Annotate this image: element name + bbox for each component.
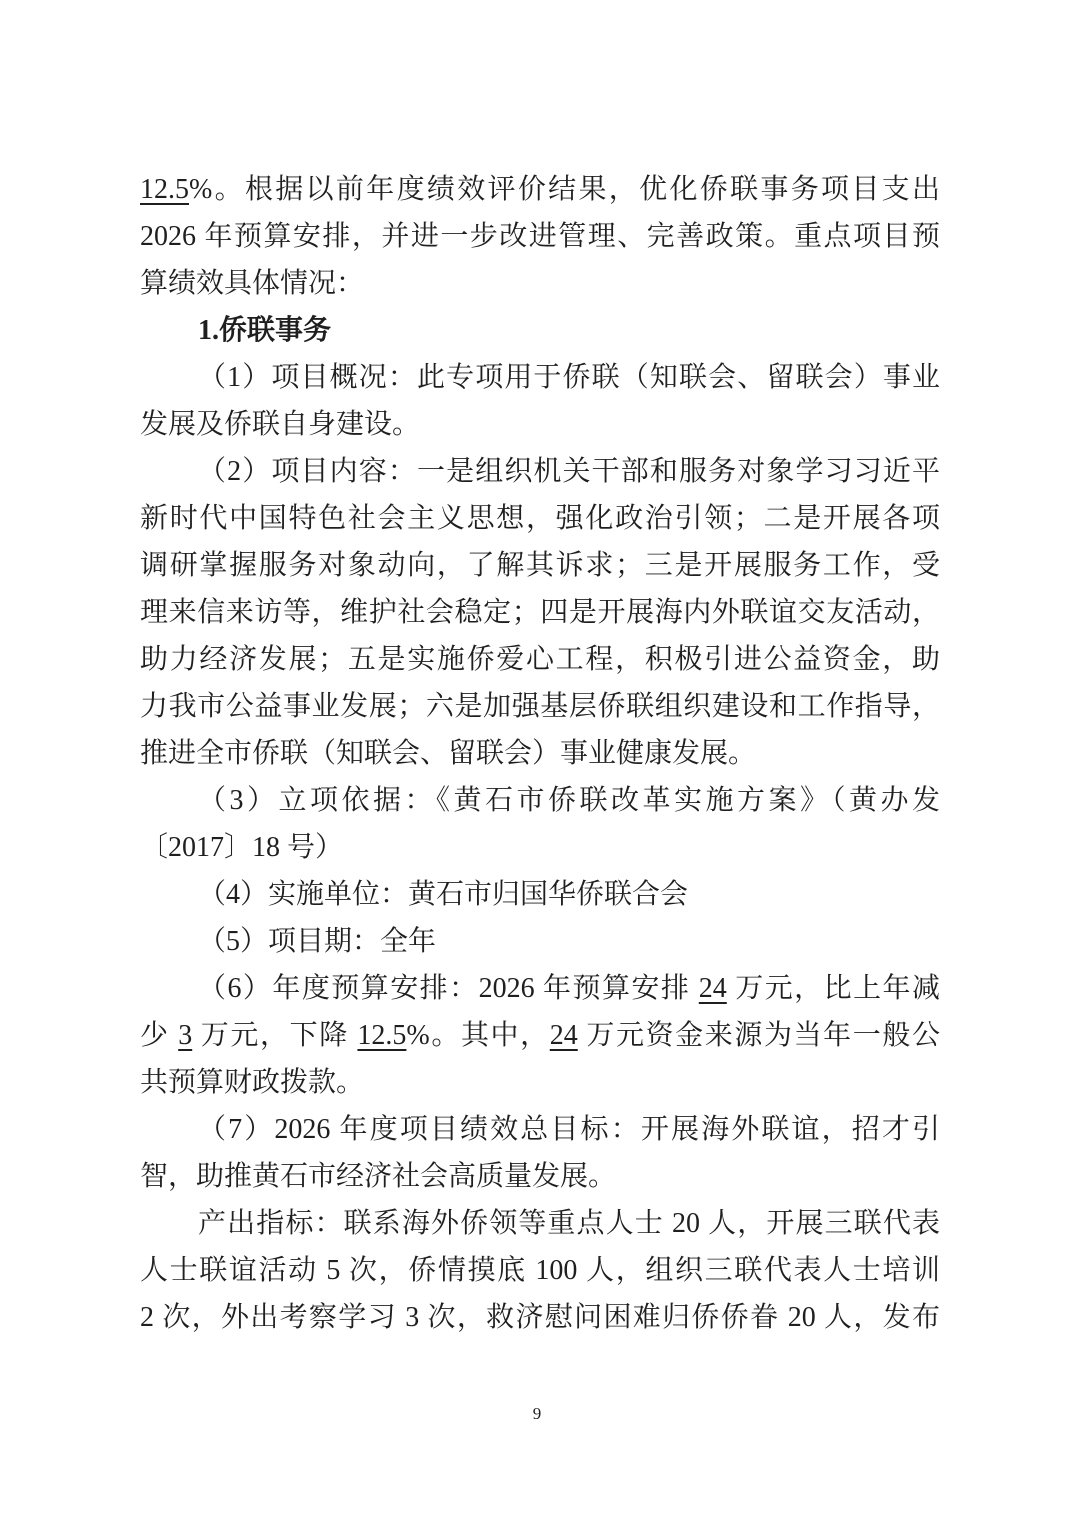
underlined-value: 24 — [698, 973, 727, 1004]
text-run: 2026 年预算安排，并进一步改进管理、完善政策。重点项目预 — [140, 221, 940, 252]
text-line — [140, 354, 940, 401]
text-run: 〔2017〕18 号） — [140, 832, 344, 863]
text-run: （1）项目概况：此专项用于侨联（知联会、留联会）事业 — [198, 362, 940, 393]
document-body — [140, 166, 940, 1341]
text-line — [140, 401, 940, 448]
text-line — [140, 213, 940, 260]
text-run: 推进全市侨联（知联会、留联会）事业健康发展。 — [140, 738, 757, 769]
text-line — [140, 1247, 940, 1294]
text-line — [140, 683, 940, 730]
text-run: （4）实施单位：黄石市归国华侨联合会 — [198, 879, 689, 910]
text-line — [140, 1059, 940, 1106]
text-line — [140, 965, 940, 1012]
text-line — [140, 260, 940, 307]
text-run: 1.侨联事务 — [198, 315, 332, 346]
underlined-value: 12.5 — [140, 174, 189, 205]
text-line — [140, 495, 940, 542]
underlined-value: 3 — [178, 1020, 193, 1051]
text-run: 理来信来访等，维护社会稳定；四是开展海内外联谊交友活动， — [140, 597, 940, 628]
text-line — [140, 1294, 940, 1341]
text-run: 力我市公益事业发展；六是加强基层侨联组织建设和工作指导， — [140, 691, 940, 722]
underlined-value: 24 — [549, 1020, 578, 1051]
text-run: 万元，下降 — [192, 1020, 358, 1051]
text-run: （6）年度预算安排：2026 年预算安排 — [198, 973, 699, 1004]
text-run: 万元，比上年减 — [726, 973, 940, 1004]
section-heading — [140, 307, 940, 354]
text-run: 发展及侨联自身建设。 — [140, 409, 421, 440]
text-line — [140, 166, 940, 213]
text-run: 新时代中国特色社会主义思想，强化政治引领；二是开展各项 — [140, 503, 940, 534]
text-line — [140, 730, 940, 777]
text-run: 万元资金来源为当年一般公 — [577, 1020, 940, 1051]
text-line — [140, 589, 940, 636]
text-run: （5）项目期：全年 — [198, 926, 437, 957]
underlined-value: 12.5 — [357, 1020, 407, 1051]
text-run: （3）立项依据：《黄石市侨联改革实施方案》（黄办发 — [198, 785, 940, 816]
text-line — [140, 824, 940, 871]
text-run: 共预算财政拨款。 — [140, 1067, 365, 1098]
text-run: 智，助推黄石市经济社会高质量发展。 — [140, 1161, 617, 1192]
text-line — [140, 1153, 940, 1200]
text-line — [140, 777, 940, 824]
text-line — [140, 636, 940, 683]
text-run: 2 次，外出考察学习 3 次，救济慰问困难归侨侨眷 20 人，发布 — [140, 1302, 940, 1333]
text-run: （2）项目内容：一是组织机关干部和服务对象学习习近平 — [198, 456, 940, 487]
text-run: %。根据以前年度绩效评价结果，优化侨联事务项目支出 — [189, 174, 940, 205]
text-line — [140, 1200, 940, 1247]
text-line — [140, 542, 940, 589]
text-run: 调研掌握服务对象动向，了解其诉求；三是开展服务工作，受 — [140, 550, 940, 581]
text-run: 少 — [140, 1020, 179, 1051]
text-line — [140, 1012, 940, 1059]
text-run: （7）2026 年度项目绩效总目标：开展海外联谊，招才引 — [198, 1114, 940, 1145]
text-line — [140, 918, 940, 965]
text-run: 助力经济发展；五是实施侨爱心工程，积极引进公益资金，助 — [140, 644, 940, 675]
page-number: 9 — [532, 1404, 542, 1423]
text-run: 算绩效具体情况： — [140, 268, 365, 299]
text-run: 产出指标：联系海外侨领等重点人士 20 人，开展三联代表 — [198, 1208, 940, 1239]
text-run: %。其中， — [406, 1020, 550, 1051]
text-line — [140, 871, 940, 918]
text-run: 人士联谊活动 5 次，侨情摸底 100 人，组织三联代表人士培训 — [140, 1255, 940, 1286]
text-line — [140, 1106, 940, 1153]
text-line — [140, 448, 940, 495]
